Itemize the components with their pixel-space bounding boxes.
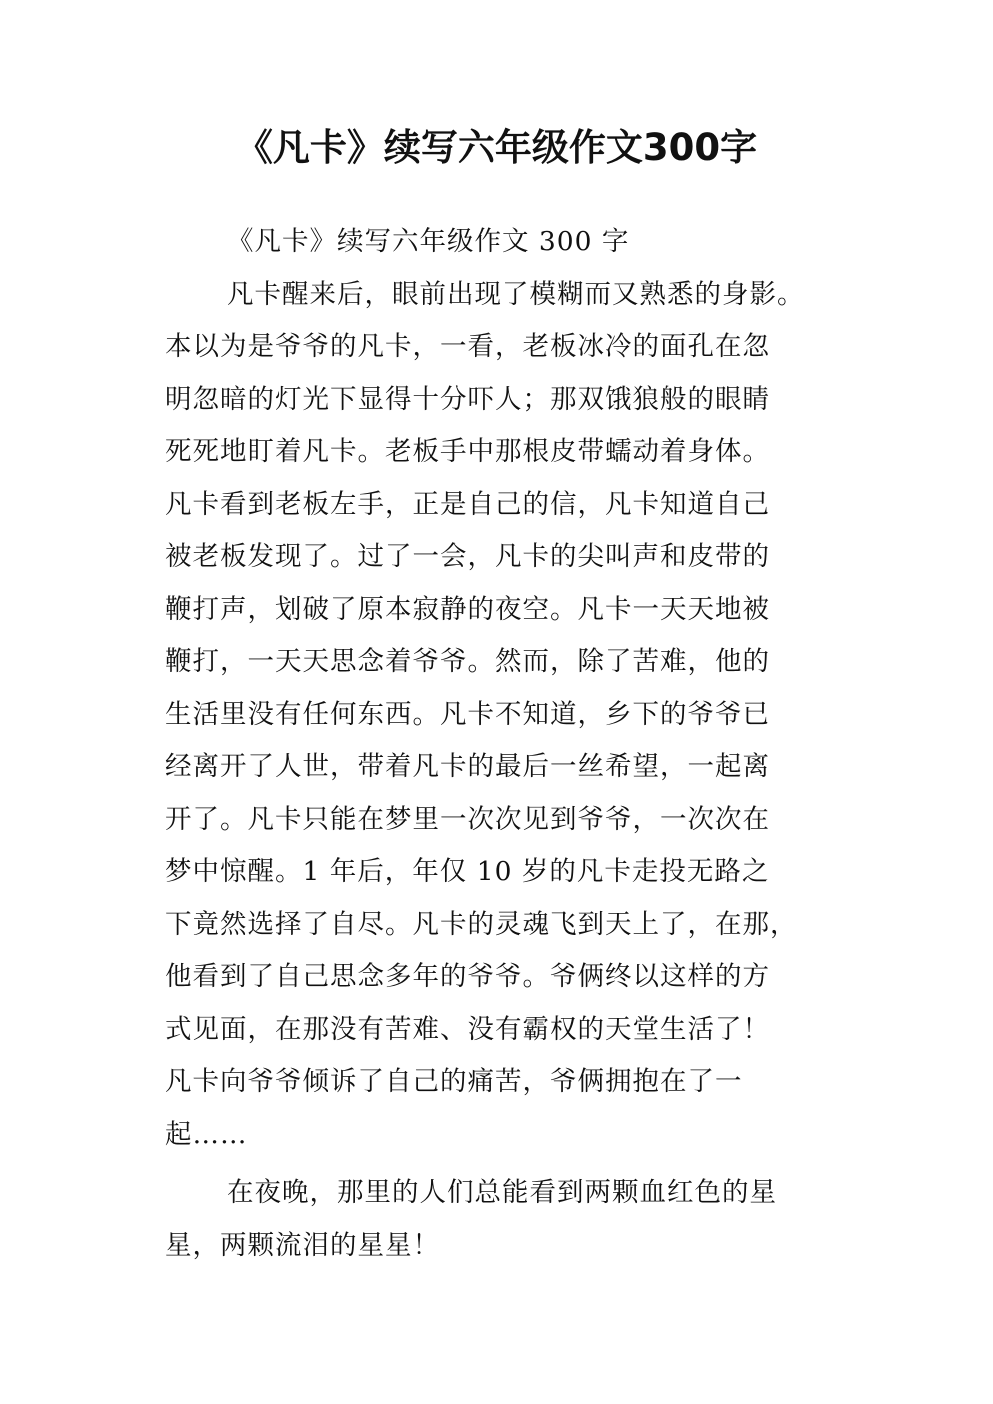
paragraph-line: 明忽暗的灯光下显得十分吓人；那双饿狼般的眼睛 xyxy=(165,383,770,415)
paragraph-line: 起…… xyxy=(165,1118,248,1150)
paragraph-line: 死死地盯着凡卡。老板手中那根皮带蠕动着身体。 xyxy=(165,436,770,467)
document-title: 《凡卡》续写六年级作文300字 xyxy=(235,126,758,169)
paragraph-line: 梦中惊醒。1 年后，年仅 10 岁的凡卡走投无路之 xyxy=(165,856,770,887)
paragraph-line: 他看到了自己思念多年的爷爷。爷俩终以这样的方 xyxy=(165,961,770,992)
paragraph-line: 星，两颗流泪的星星！ xyxy=(165,1229,440,1261)
paragraph-line: 经离开了人世，带着凡卡的最后一丝希望，一起离 xyxy=(165,751,770,782)
paragraph-line: 凡卡向爷爷倾诉了自己的痛苦，爷俩拥抱在了一 xyxy=(165,1066,743,1097)
paragraph-line: 本以为是爷爷的凡卡，一看，老板冰冷的面孔在忽 xyxy=(165,331,770,362)
subtitle-line: 《凡卡》续写六年级作文 300 字 xyxy=(227,226,630,257)
paragraph-line: 凡卡看到老板左手，正是自己的信，凡卡知道自己 xyxy=(165,488,770,520)
paragraph-line: 式见面，在那没有苦难、没有霸权的天堂生活了！ xyxy=(165,1013,770,1045)
document-body xyxy=(165,216,845,1272)
paragraph-line: 鞭打，一天天思念着爷爷。然而，除了苦难，他的 xyxy=(165,646,770,677)
paragraph-line: 在夜晚，那里的人们总能看到两颗血红色的星 xyxy=(227,1177,777,1208)
paragraph-line: 凡卡醒来后，眼前出现了模糊而又熟悉的身影。 xyxy=(227,278,805,310)
paragraph-line: 下竟然选择了自尽。凡卡的灵魂飞到天上了，在那， xyxy=(165,908,798,940)
paragraph-line: 被老板发现了。过了一会，凡卡的尖叫声和皮带的 xyxy=(165,541,770,572)
paragraph-line: 鞭打声，划破了原本寂静的夜空。凡卡一天天地被 xyxy=(165,593,770,625)
paragraph-line: 开了。凡卡只能在梦里一次次见到爷爷，一次次在 xyxy=(165,803,770,835)
paragraph-line: 生活里没有任何东西。凡卡不知道，乡下的爷爷已 xyxy=(165,698,770,730)
